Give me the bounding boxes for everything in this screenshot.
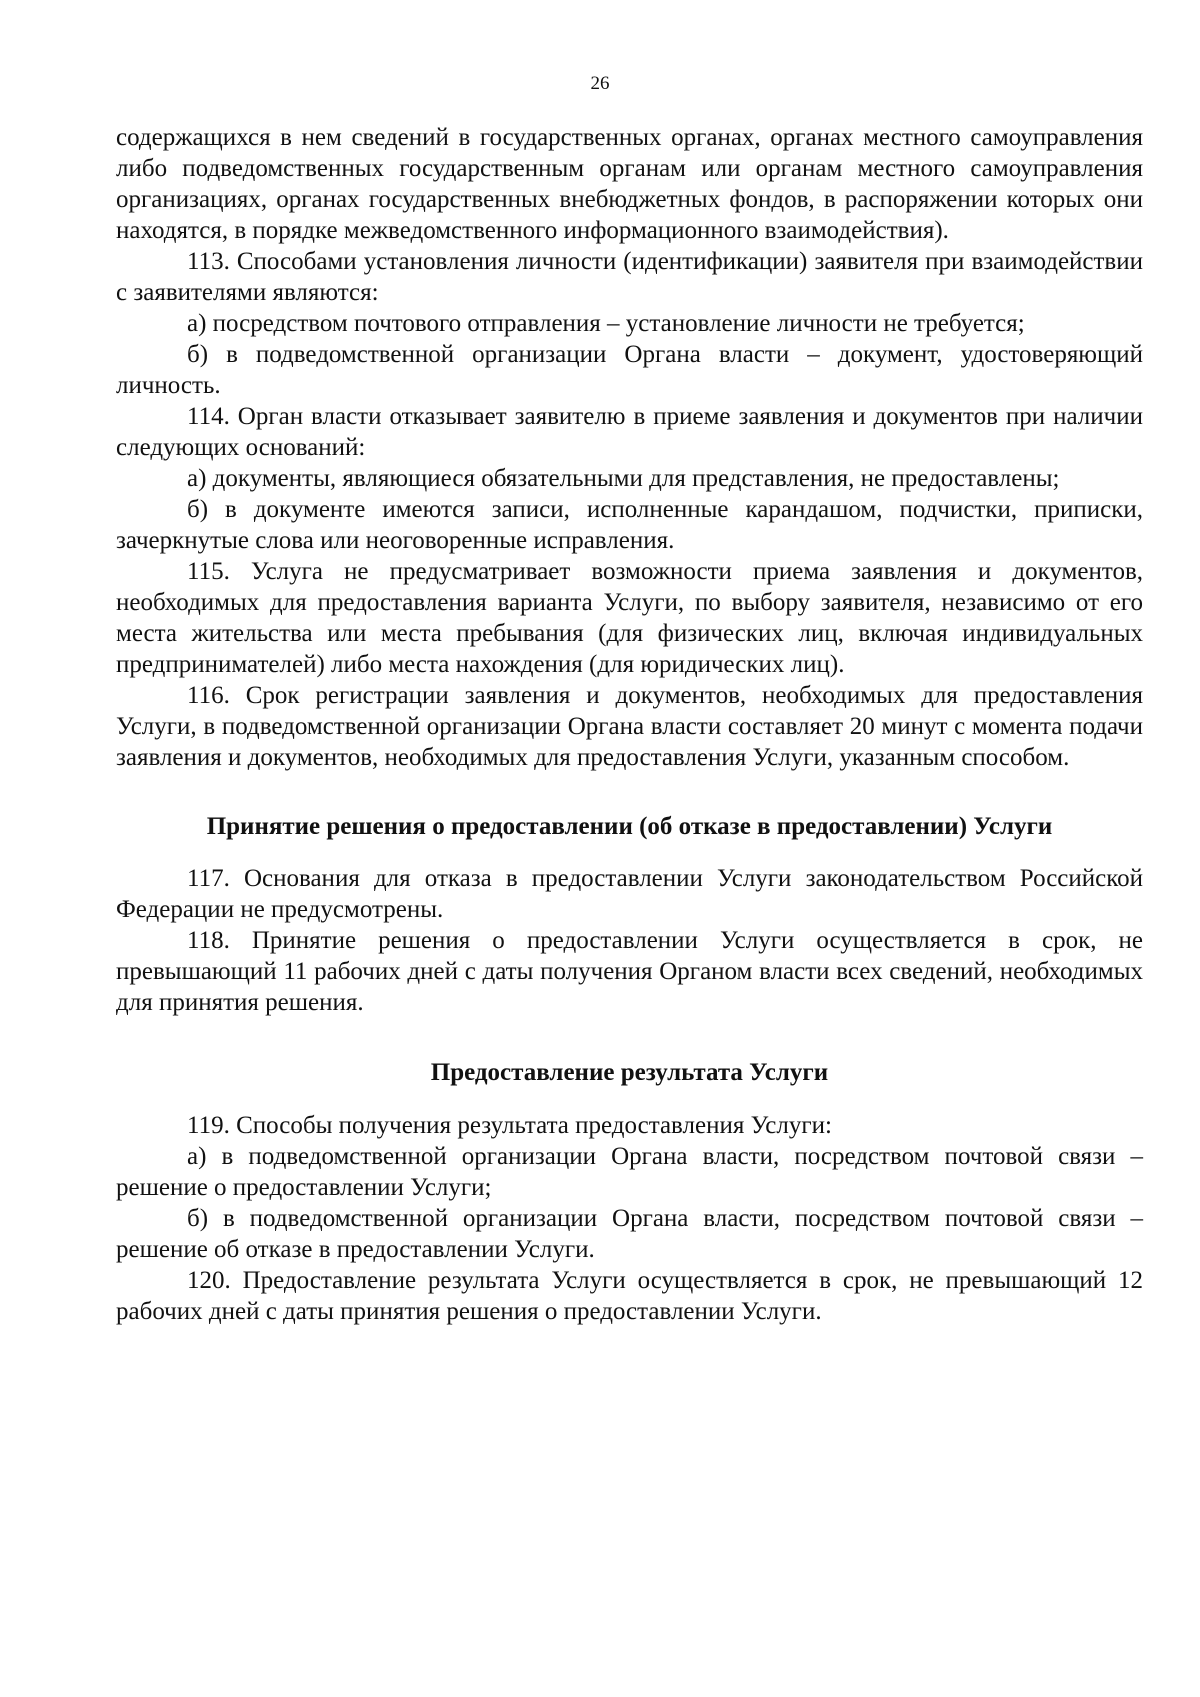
- section-heading-result: Предоставление результата Услуги: [430, 1059, 829, 1086]
- paragraph: а) документы, являющиеся обязательными для представления, не предоставлены;: [187, 465, 1060, 492]
- paragraph: 116. Срок регистрации заявления и документов, необходимых для предоставления Услуги, в подведомственной организации Органа власти составляет 20 минут с момента подачи заявления и документов, необходимых для предоставления Услуги, указанным способом.: [116, 682, 1143, 771]
- document-body: [116, 122, 1143, 1327]
- paragraph: б) в документе имеются записи, исполненные карандашом, подчистки, приписки, зачеркнутые слова или неоговоренные исправления.: [116, 496, 1143, 554]
- paragraph: а) в подведомственной организации Органа власти, посредством почтовой связи – решение о предоставлении Услуги;: [116, 1143, 1143, 1201]
- paragraph: а) посредством почтового отправления – установление личности не требуется;: [187, 310, 1025, 337]
- paragraph: 115. Услуга не предусматривает возможности приема заявления и документов, необходимых для предоставления варианта Услуги, по выбору заявителя, независимо от его места жительства или места пребывания (для физических лиц, включая индивидуальных предпринимателей) либо места нахождения (для юридических лиц).: [116, 558, 1143, 678]
- paragraph: 114. Орган власти отказывает заявителю в приеме заявления и документов при наличии следующих оснований:: [116, 403, 1143, 461]
- section-result: [116, 1110, 1143, 1327]
- paragraph: 113. Способами установления личности (идентификации) заявителя при взаимодействии с заявителями являются:: [116, 248, 1143, 306]
- section-top: [116, 122, 1143, 773]
- paragraph: 119. Способы получения результата предоставления Услуги:: [187, 1112, 832, 1139]
- paragraph: б) в подведомственной организации Органа власти, посредством почтовой связи – решение об отказе в предоставлении Услуги.: [116, 1205, 1143, 1263]
- section-decision: [116, 863, 1143, 1018]
- paragraph: б) в подведомственной организации Органа власти – документ, удостоверяющий личность.: [116, 341, 1143, 399]
- section-heading-decision: Принятие решения о предоставлении (об отказе в предоставлении) Услуги: [206, 813, 1053, 840]
- paragraph: 120. Предоставление результата Услуги осуществляется в срок, не превышающий 12 рабочих дней с даты принятия решения о предоставлении Услуги.: [116, 1267, 1143, 1325]
- paragraph: 117. Основания для отказа в предоставлении Услуги законодательством Российской Федерации не предусмотрены.: [116, 865, 1143, 923]
- page-number: 26: [590, 73, 610, 94]
- paragraph: 118. Принятие решения о предоставлении Услуги осуществляется в срок, не превышающий 11 рабочих дней с даты получения Органом власти всех сведений, необходимых для принятия решения.: [116, 927, 1143, 1016]
- paragraph: содержащихся в нем сведений в государственных органах, органах местного самоуправления либо подведомственных государственным органам или органам местного самоуправления организациях, органах государственных внебюджетных фондов, в распоряжении которых они находятся, в порядке межведомственного информационного взаимодействия).: [116, 124, 1143, 244]
